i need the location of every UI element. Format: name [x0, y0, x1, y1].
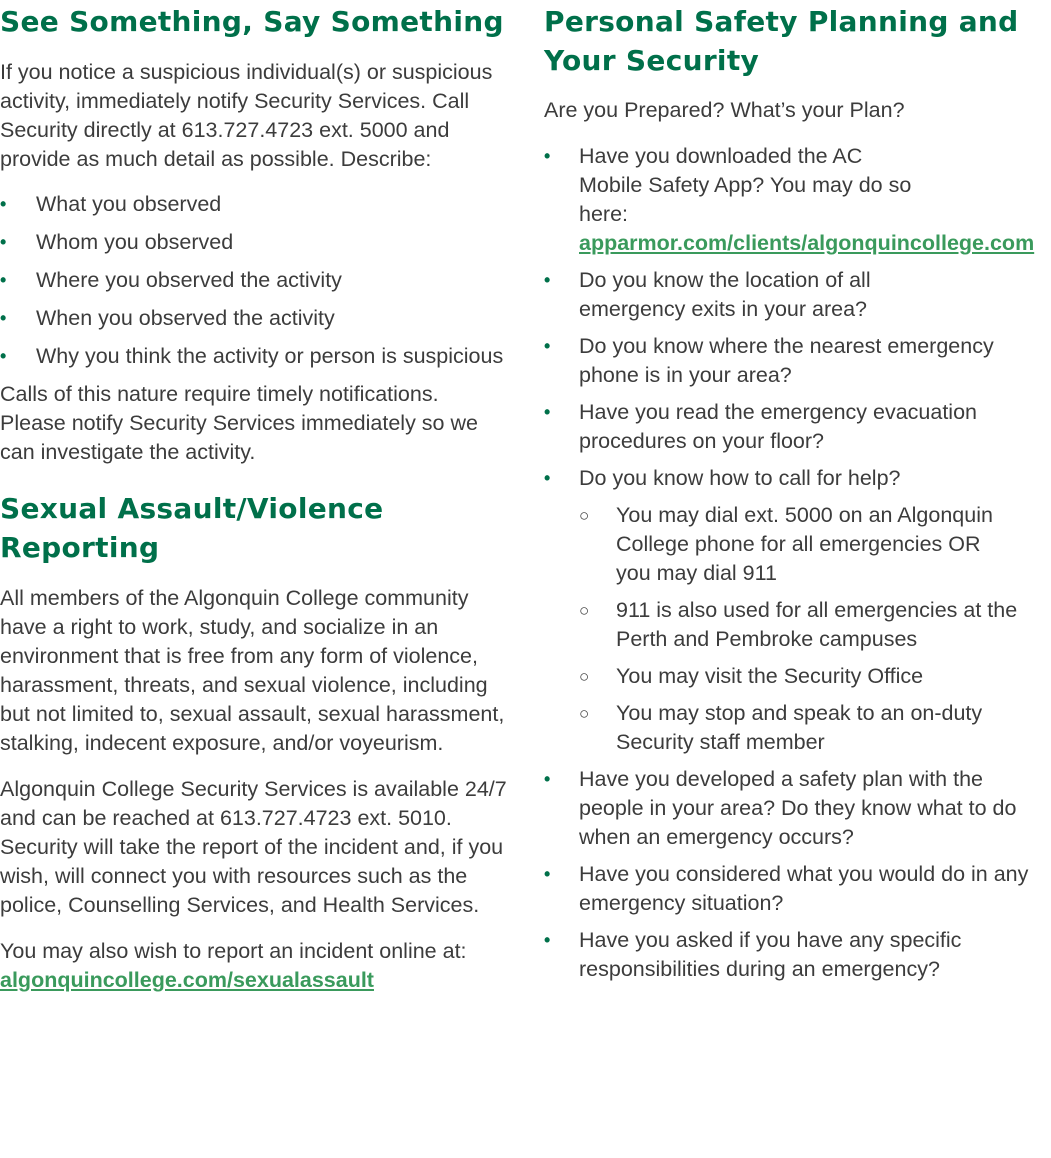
safety-checklist — [544, 142, 1051, 984]
app-item-text: Have you downloaded the AC Mobile Safety App? You may do so here: — [579, 144, 912, 226]
bullet-icon: • — [0, 346, 7, 366]
dial-item: You may dial ext. 5000 on an Algonquin College phone for all emergencies OR you may dial 911 — [616, 503, 993, 585]
bullet-icon: • — [544, 468, 551, 488]
exits-item: Do you know the location of all emergency exits in your area? — [579, 268, 871, 321]
campuses-item: 911 is also used for all emergencies at the Perth and Pembroke campuses — [616, 598, 1018, 651]
list-item — [0, 190, 510, 219]
bullet-icon: • — [544, 930, 551, 950]
safety-plan-item: Have you developed a safety plan with the people in your area? Do they know what to do when an emergency occurs? — [579, 767, 1017, 849]
bullet-icon: • — [544, 336, 551, 356]
see-something-closing: Calls of this nature require timely notifications. Please notify Security Services immediately so we can investigate the activity. — [0, 382, 478, 464]
list-item — [544, 926, 1051, 984]
observe-list — [0, 190, 510, 371]
sexual-assault-para2: Algonquin College Security Services is available 24/7 and can be reached at 613.727.4723 ext. 5010. Security will take the report of the incident and, if you wish, will connect you with resources such as the police, Counselling Services, and Health Services. — [0, 777, 507, 917]
bullet-icon: • — [0, 308, 7, 328]
bullet-icon: • — [0, 270, 7, 290]
observe-item-what: What you observed — [36, 192, 222, 216]
right-column — [544, 0, 1051, 992]
circle-bullet-icon: ○ — [579, 704, 590, 723]
observe-item-whom: Whom you observed — [36, 230, 234, 254]
observe-item-why: Why you think the activity or person is suspicious — [36, 344, 504, 368]
circle-bullet-icon: ○ — [579, 601, 590, 620]
see-something-heading: See Something, Say Something — [0, 5, 504, 38]
phone-item: Do you know where the nearest emergency phone is in your area? — [579, 334, 994, 387]
list-item — [579, 596, 1051, 654]
list-item — [544, 142, 1035, 258]
call-help-sublist — [579, 501, 1051, 757]
safety-planning-heading: Personal Safety Planning and Your Security — [544, 5, 1019, 77]
list-item — [544, 464, 1051, 757]
bullet-icon: • — [544, 402, 551, 422]
prepared-question: Are you Prepared? What’s your Plan? — [544, 98, 905, 122]
list-item — [544, 860, 1051, 918]
list-item — [579, 501, 1011, 588]
see-something-intro: If you notice a suspicious individual(s) or suspicious activity, immediately notify Security Services. Call Security directly at 613.727.4723 ext. 5000 and provide as much detail as possible. Describe: — [0, 60, 493, 171]
online-report-text: You may also wish to report an incident online at: — [0, 939, 467, 963]
sexual-assault-para3 — [0, 937, 510, 995]
list-item — [0, 342, 510, 371]
responsibilities-item: Have you asked if you have any specific responsibilities during an emergency? — [579, 928, 962, 981]
apparmor-link[interactable]: apparmor.com/clients/algonquincollege.com — [579, 231, 1035, 255]
bullet-icon: • — [544, 864, 551, 884]
list-item — [544, 398, 1051, 456]
bullet-icon: • — [544, 769, 551, 789]
considered-item: Have you considered what you would do in any emergency situation? — [579, 862, 1029, 915]
bullet-icon: • — [0, 232, 7, 252]
sexual-assault-para1: All members of the Algonquin College community have a right to work, study, and socialize in an environment that is free from any form of violence, harassment, threats, and sexual violence, including but not limited to, sexual assault, sexual harassment, stalking, indecent exposure, and/or voyeurism. — [0, 586, 505, 755]
list-item — [0, 228, 510, 257]
list-item — [579, 699, 991, 757]
circle-bullet-icon: ○ — [579, 667, 590, 686]
bullet-icon: • — [544, 146, 551, 166]
evacuation-item: Have you read the emergency evacuation procedures on your floor? — [579, 400, 977, 453]
staff-member-item: You may stop and speak to an on-duty Security staff member — [616, 701, 983, 754]
observe-item-when: When you observed the activity — [36, 306, 335, 330]
bullet-icon: • — [544, 270, 551, 290]
bullet-icon: • — [0, 194, 7, 214]
list-item — [544, 266, 1051, 324]
call-help-item: Do you know how to call for help? — [579, 466, 901, 490]
sexual-assault-heading: Sexual Assault/Violence Reporting — [0, 492, 384, 564]
left-column — [0, 0, 510, 995]
circle-bullet-icon: ○ — [579, 506, 590, 525]
list-item — [544, 332, 1051, 390]
list-item — [0, 304, 510, 333]
observe-item-where: Where you observed the activity — [36, 268, 342, 292]
list-item — [579, 662, 1051, 691]
list-item — [0, 266, 510, 295]
list-item — [544, 765, 1051, 852]
visit-office-item: You may visit the Security Office — [616, 664, 924, 688]
sexual-assault-link[interactable]: algonquincollege.com/sexualassault — [0, 968, 374, 992]
